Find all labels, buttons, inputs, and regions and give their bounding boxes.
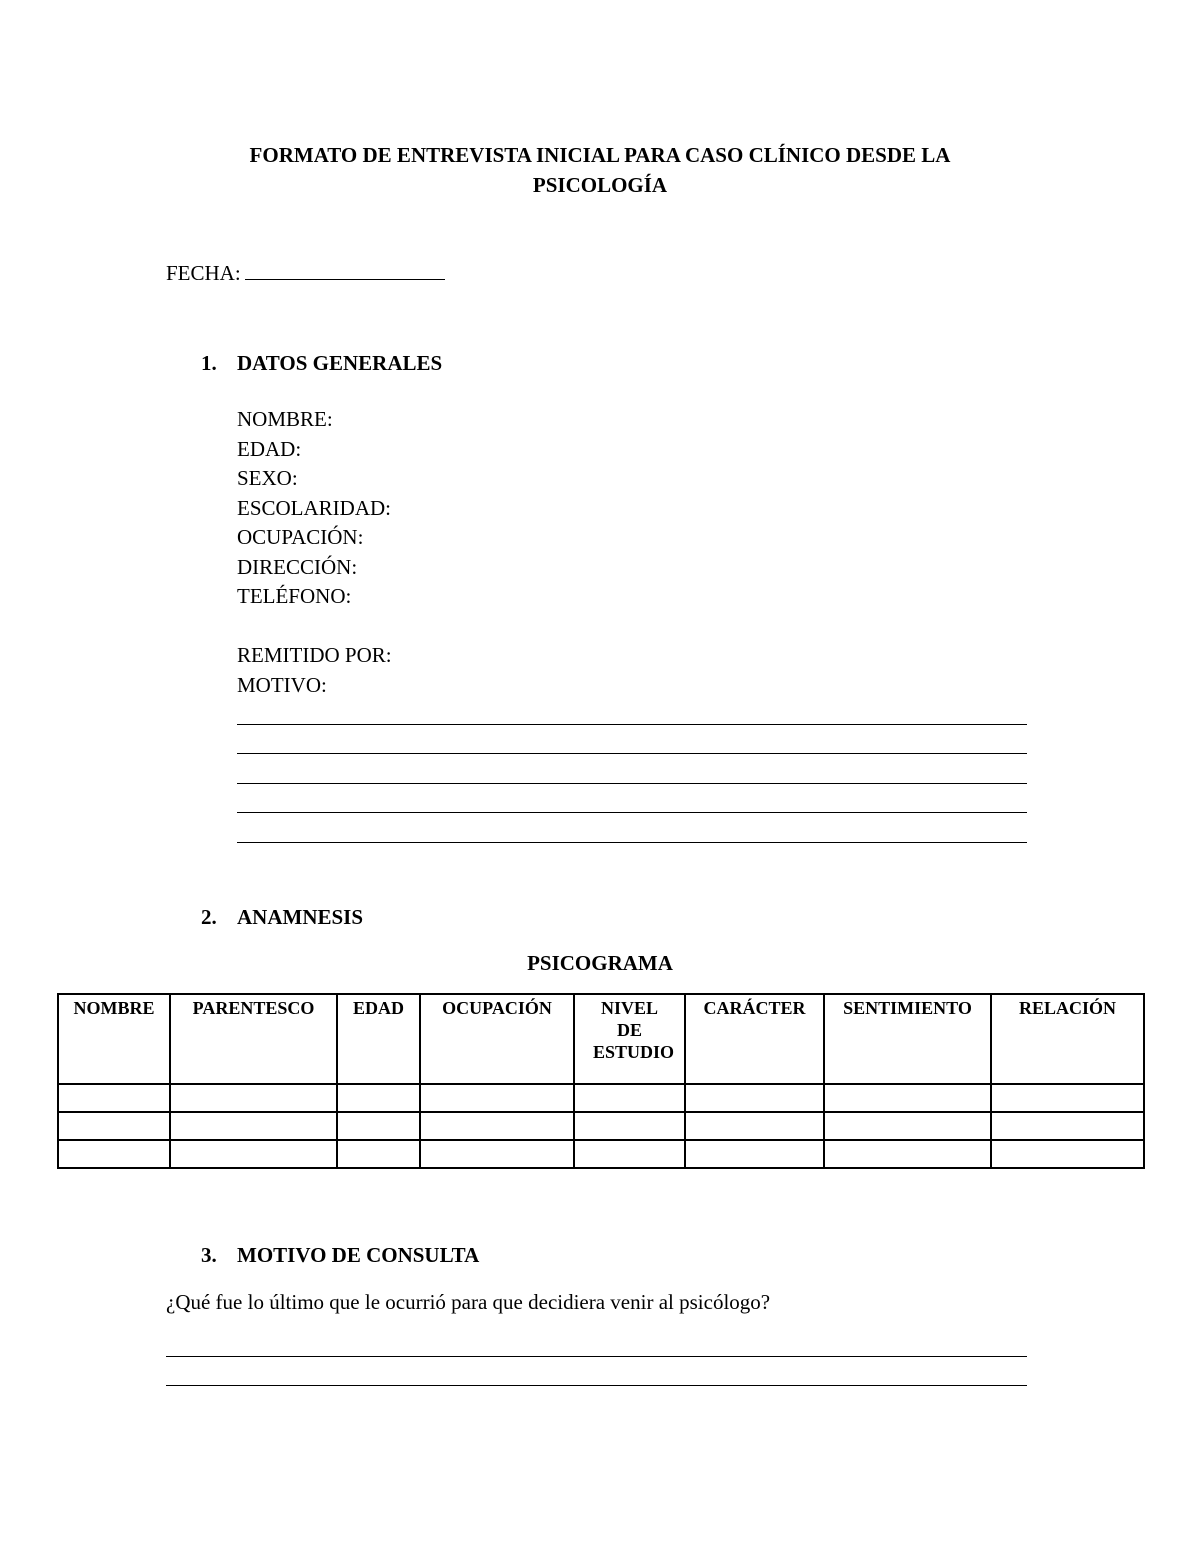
motivo-line[interactable] — [237, 753, 1027, 754]
field-motivo: MOTIVO: — [237, 672, 327, 697]
table-cell[interactable] — [58, 1140, 170, 1168]
section-3-title: MOTIVO DE CONSULTA — [237, 1243, 480, 1267]
column-header-relacion: RELACIÓN — [991, 994, 1144, 1084]
table-cell[interactable] — [170, 1084, 337, 1112]
table-row — [58, 1084, 1144, 1112]
page-title — [150, 140, 1050, 200]
section-2-heading — [201, 902, 363, 932]
field-escolaridad: ESCOLARIDAD: — [237, 495, 392, 520]
section-1-title: DATOS GENERALES — [237, 351, 443, 375]
general-data-fields — [237, 405, 392, 700]
date-label: FECHA: — [166, 261, 241, 285]
table-header-row — [58, 994, 1144, 1084]
column-header-nombre: NOMBRE — [58, 994, 170, 1084]
table-cell[interactable] — [824, 1112, 991, 1140]
title-line-2: PSICOLOGÍA — [532, 173, 668, 197]
date-field[interactable] — [166, 258, 445, 288]
table-cell[interactable] — [420, 1140, 574, 1168]
field-edad: EDAD: — [237, 436, 302, 461]
column-header-parentesco: PARENTESCO — [170, 994, 337, 1084]
field-direccion: DIRECCIÓN: — [237, 554, 358, 579]
table-cell[interactable] — [58, 1084, 170, 1112]
table-cell[interactable] — [337, 1140, 420, 1168]
column-header-edad: EDAD — [337, 994, 420, 1084]
section-2-title: ANAMNESIS — [237, 905, 364, 929]
table-cell[interactable] — [685, 1140, 824, 1168]
table-cell[interactable] — [420, 1084, 574, 1112]
table-row — [58, 1140, 1144, 1168]
field-telefono: TELÉFONO: — [237, 584, 352, 608]
column-header-sentimiento: SENTIMIENTO — [824, 994, 991, 1084]
table-row — [58, 1112, 1144, 1140]
table-cell[interactable] — [170, 1140, 337, 1168]
date-blank-line[interactable] — [245, 259, 445, 280]
table-cell[interactable] — [574, 1140, 685, 1168]
table-cell[interactable] — [337, 1084, 420, 1112]
table-cell[interactable] — [337, 1112, 420, 1140]
consulta-question: ¿Qué fue lo último que le ocurrió para que decidiera venir al psicólogo? — [166, 1290, 771, 1314]
section-3-heading — [201, 1240, 479, 1270]
answer-line[interactable] — [166, 1356, 1027, 1357]
field-remitido-por: REMITIDO POR: — [237, 643, 392, 667]
motivo-line[interactable] — [237, 724, 1027, 725]
column-header-ocupacion: OCUPACIÓN — [420, 994, 574, 1084]
table-cell[interactable] — [574, 1084, 685, 1112]
table-cell[interactable] — [574, 1112, 685, 1140]
table-cell[interactable] — [58, 1112, 170, 1140]
table-cell[interactable] — [170, 1112, 337, 1140]
section-3-number: 3. — [201, 1243, 217, 1267]
section-2-number: 2. — [201, 905, 217, 929]
column-header-caracter: CARÁCTER — [685, 994, 824, 1084]
section-1-heading — [201, 348, 442, 378]
answer-line[interactable] — [166, 1385, 1027, 1386]
title-line-1: FORMATO DE ENTREVISTA INICIAL PARA CASO CLÍNICO DESDE LA — [249, 143, 951, 167]
table-cell[interactable] — [685, 1084, 824, 1112]
motivo-line[interactable] — [237, 842, 1027, 843]
table-cell[interactable] — [685, 1112, 824, 1140]
field-ocupacion: OCUPACIÓN: — [237, 525, 364, 549]
motivo-line[interactable] — [237, 812, 1027, 813]
table-cell[interactable] — [824, 1084, 991, 1112]
table-cell[interactable] — [991, 1112, 1144, 1140]
table-cell[interactable] — [991, 1140, 1144, 1168]
psicograma-title: PSICOGRAMA — [527, 951, 673, 975]
table-cell[interactable] — [824, 1140, 991, 1168]
section-1-number: 1. — [201, 351, 217, 375]
table-cell[interactable] — [420, 1112, 574, 1140]
field-sexo: SEXO: — [237, 466, 298, 490]
column-header-nivel-estudio: NIVEL DE ESTUDIO — [574, 994, 685, 1084]
table-cell[interactable] — [991, 1084, 1144, 1112]
psicograma-table — [57, 993, 1145, 1169]
field-nombre: NOMBRE: — [237, 407, 333, 431]
motivo-line[interactable] — [237, 783, 1027, 784]
